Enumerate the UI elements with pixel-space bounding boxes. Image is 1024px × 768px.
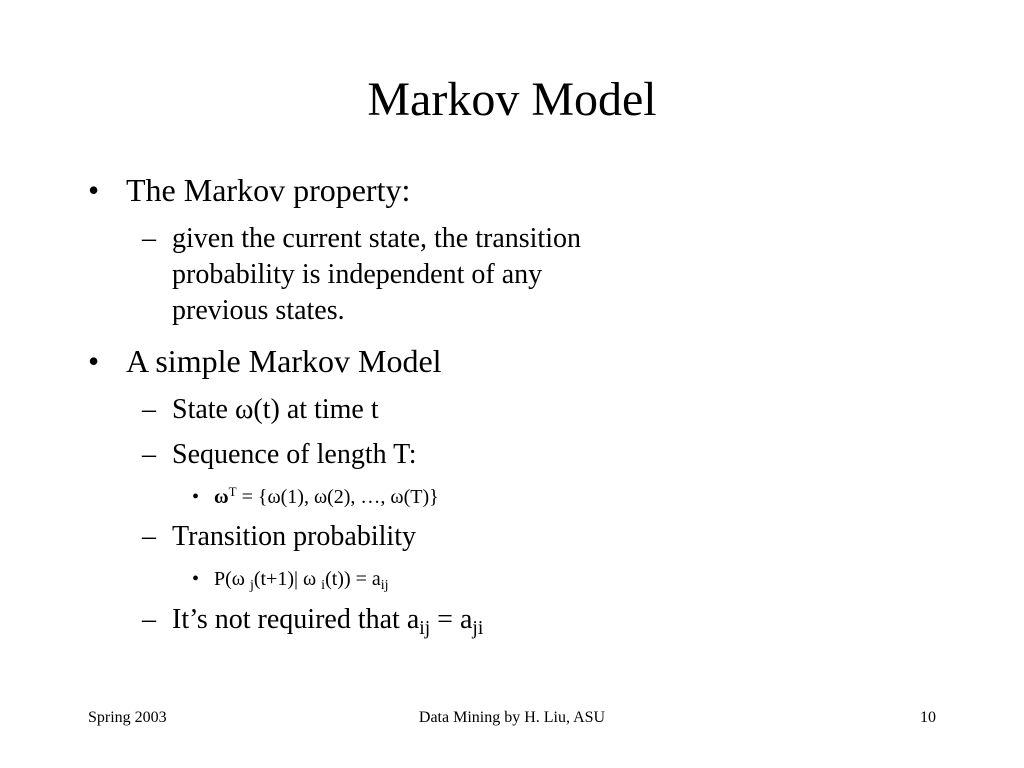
superscript-t: T: [228, 483, 237, 499]
formula-part: P(ω: [214, 568, 250, 590]
subsubbullet-sequence-formula: [214, 484, 439, 510]
subbullet-transition: Transition probability: [172, 521, 416, 552]
subbullet-not-required: [172, 602, 483, 638]
subbullet-given-line1: given the current state, the transition: [172, 223, 581, 254]
statement-part: It’s not required that a: [172, 604, 420, 635]
subscript-ji: ji: [472, 617, 484, 639]
bullet-marker: •: [88, 172, 100, 208]
subbullet-given-line2: probability is independent of any: [172, 259, 543, 290]
omega-bold: ω: [214, 486, 229, 508]
statement-part: = a: [430, 604, 473, 635]
bullet-simple-markov-model: A simple Markov Model: [126, 343, 442, 379]
dash-marker: –: [142, 394, 156, 425]
subscript-i: i: [321, 578, 326, 594]
subbullet-sequence: Sequence of length T:: [172, 439, 417, 470]
subscript-ij: ij: [419, 617, 431, 639]
footer-page-number: 10: [920, 709, 936, 726]
formula-part: (t)) = a: [325, 568, 381, 590]
bullet-marker: •: [88, 343, 100, 379]
subbullet-state: State ω(t) at time t: [172, 394, 379, 425]
dash-marker: –: [142, 223, 156, 254]
dash-marker: –: [142, 439, 156, 470]
formula-part: (t+1)| ω: [253, 568, 322, 590]
slide-title: Markov Model: [367, 73, 657, 126]
sequence-formula-rest: = {ω(1), ω(2), …, ω(T)}: [236, 486, 439, 508]
dash-marker: –: [142, 604, 156, 635]
bullet-marker: •: [192, 568, 200, 590]
subsubbullet-probability-formula: [214, 566, 389, 592]
dash-marker: –: [142, 521, 156, 552]
footer-author: Data Mining by H. Liu, ASU: [418, 709, 606, 726]
bullet-markov-property: The Markov property:: [126, 172, 411, 208]
footer-date: Spring 2003: [88, 709, 167, 726]
subscript-ij: ij: [380, 578, 389, 594]
bullet-marker: •: [192, 486, 200, 508]
subscript-j: j: [249, 578, 254, 594]
subbullet-given-line3: previous states.: [172, 295, 345, 326]
